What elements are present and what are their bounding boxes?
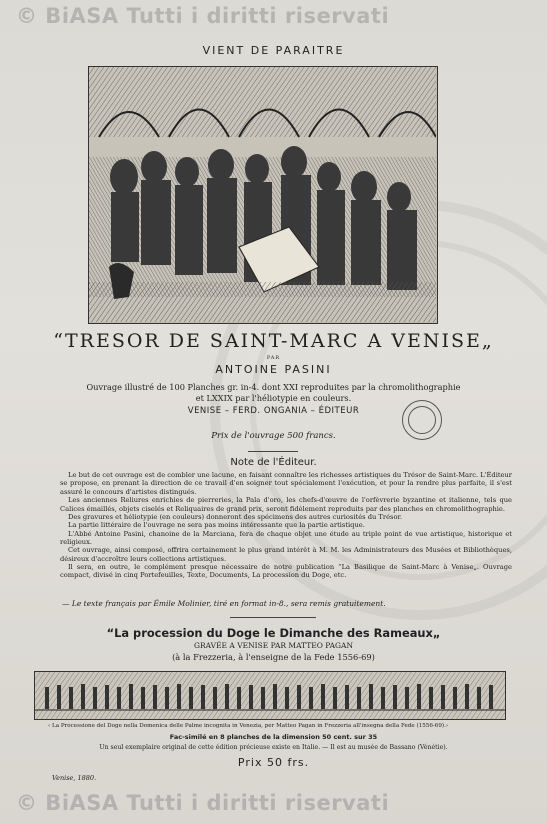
address-line: (à la Frezzeria, à l'enseigne de la Fede 1556-69) (172, 652, 375, 662)
note-paragraph: Cet ouvrage, ainsi composé, offrira certainement le plus grand intérêt à M. M. les Administrateurs des Musées et Bibliothèques, désireux d'accroître leurs collections artistiques. (60, 546, 512, 563)
by-label: PAR (266, 355, 281, 361)
ouvrage-line-2: et LXXIX par l'héliotypie en couleurs. (195, 393, 352, 403)
note-body (60, 471, 512, 579)
book-title: “TRESOR DE SAINT-MARC A VENISE„ (53, 330, 494, 352)
price-ouvrage: Prix de l'ouvrage 500 francs. (211, 431, 336, 441)
note-title: Note de l'Éditeur. (230, 457, 317, 468)
procession-frieze (34, 671, 506, 720)
facsimile-note: Fac-similé en 8 planches de la dimension 50 cent. sur 35 (169, 733, 378, 741)
price-procession: Prix 50 frs. (237, 756, 310, 769)
divider (230, 617, 316, 618)
place-date: Venise, 1880. (52, 774, 97, 782)
divider (248, 451, 298, 452)
ouvrage-line-1: Ouvrage illustré de 100 Planches gr. in-4. dont XXI reproduites par la chromolithographie (86, 382, 461, 392)
note-paragraph: La partie littéraire de l'ouvrage ne sera pas moins intéressante que la partie artistique. (68, 521, 365, 530)
publisher: VENISE – FERD. ONGANIA – ÉDITEUR (187, 406, 360, 416)
french-text-note: — Le texte français par Émile Molinier, tiré en format in-8., sera remis gratuitement. (62, 599, 386, 608)
single-copy-note: Un seul exemplaire original de cette édition précieuse existe en Italie. — Il est au musée de Bassano (Vénétie). (99, 744, 448, 751)
procession-title: “La procession du Doge le Dimanche des Rameaux„ (106, 626, 441, 640)
author: ANTOINE PASINI (215, 363, 332, 376)
heading: VIENT DE PARAITRE (202, 44, 345, 57)
engraver-line: GRAVÉE A VENISE PAR MATTEO PAGAN (193, 641, 354, 650)
note-paragraph: L'Abbé Antoine Pasini, chanoine de la Marciana, fera de chaque objet une étude au triple point de vue artistique, historique et religieux. (60, 529, 512, 546)
note-paragraph: Les anciennes Reliures enrichies de pierreries, la Pala d'oro, les chefs-d'œuvre de l'orfèvrerie byzantine et italienne, tels que Calices émaillés, objets ciselés et Reliquaires de grand prix, seront fidèlement reproduits par des planches en chromolithographie. (60, 496, 512, 513)
note-paragraph: Il sera, en outre, le complément presque nécessaire de notre publication “La Basilique de Saint-Marc à Venise„. Ouvrage compact, divisé in cinq Portefeuilles, Texte, Documents, La procession du Doge, etc. (60, 562, 512, 580)
engraving-illustration (88, 66, 438, 324)
library-stamp-inner (408, 406, 436, 434)
note-paragraph: Des gravures et héliotypie (en couleurs) donneront des spécimens des autres curiosités du Trésor. (68, 513, 403, 522)
note-paragraph: Le but de cet ouvrage est de combler une lacune, en faisant connaître les richesses artistiques du Trésor de Saint-Marc. L'Éditeur se propose, en prenant la direction de ce travail d'en soigner tout spécialement l'exécution, et pour la rendre plus parfaite, il s'est assuré le concours d'artistes distingués. (60, 471, 512, 496)
watermark-bottom: © BiASA Tutti i diritti riservati (16, 791, 390, 815)
watermark-top: © BiASA Tutti i diritti riservati (16, 4, 390, 28)
frieze-caption: ‹ La Processione del Doge nella Domenica delle Palme incognita in Venezia, per Matteo Pagan in Frezzeria all'insegna della Fede (1556-69).› (48, 723, 449, 729)
